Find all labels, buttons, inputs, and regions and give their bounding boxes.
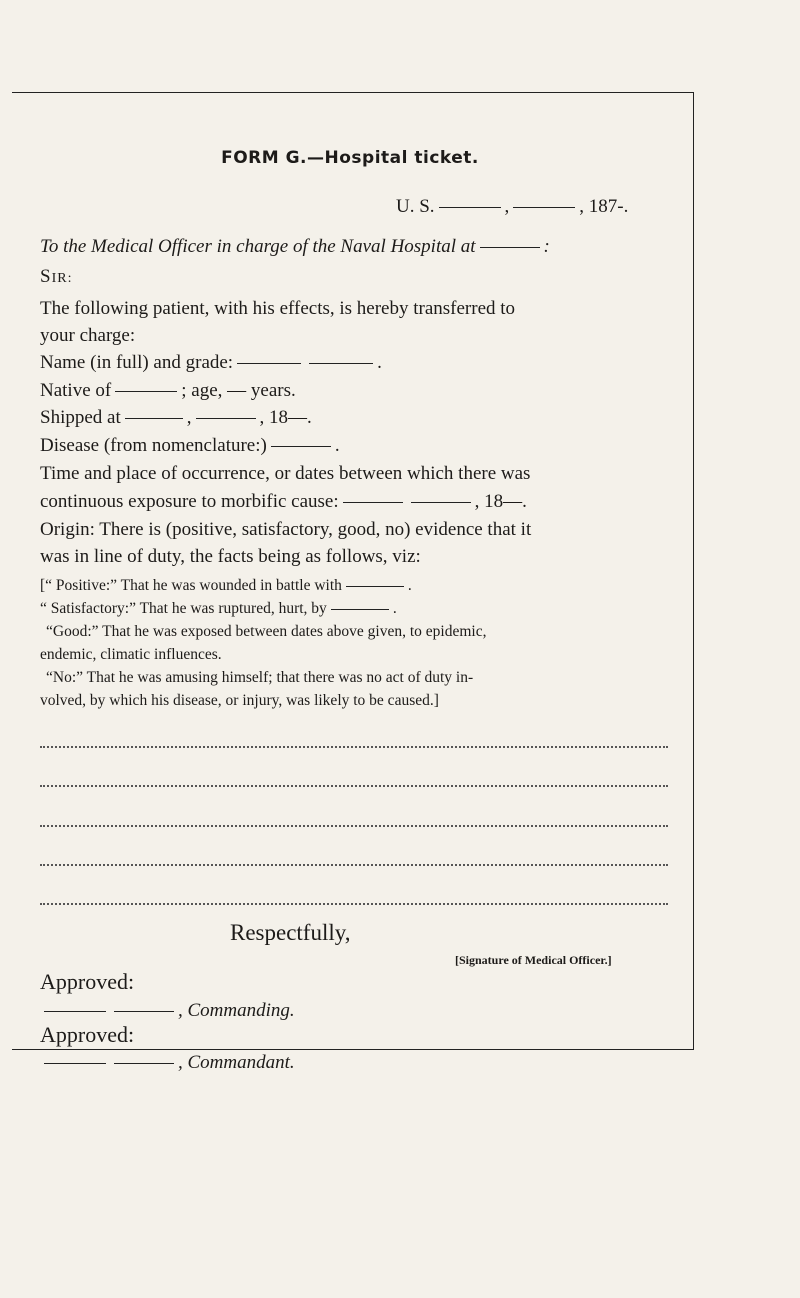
commanding-text: , Commanding. xyxy=(178,1000,295,1021)
hospital-blank xyxy=(480,247,540,248)
location-blank xyxy=(439,207,501,208)
approved-label-2: Approved: xyxy=(40,1022,135,1047)
time-label: continuous exposure to morbific cause: xyxy=(40,491,339,512)
intro-line-1: The following patient, with his effects, is hereby transferred to xyxy=(40,298,516,319)
intro-line-2: your charge: xyxy=(40,325,136,346)
age-text: ; age, — years. xyxy=(181,380,296,401)
dotted-line-1 xyxy=(40,746,668,748)
time-line-1: Time and place of occurrence, or dates between which there was xyxy=(40,463,531,484)
addressee-line xyxy=(40,236,550,258)
date-blank xyxy=(513,207,575,208)
positive-line xyxy=(40,577,412,595)
satisfactory-text: “ Satisfactory:” That he was ruptured, hurt, by xyxy=(40,600,327,617)
form-title: FORM G.—Hospital ticket. xyxy=(221,148,479,168)
native-line xyxy=(40,380,296,402)
disease-label: Disease (from nomenclature:) xyxy=(40,435,267,456)
name-blank-2 xyxy=(309,363,373,364)
dotted-line-5 xyxy=(40,903,668,905)
time-blank-2 xyxy=(411,502,471,503)
shipped-line xyxy=(40,407,312,429)
period: . xyxy=(334,435,340,456)
salutation-rest: IR: xyxy=(51,271,73,286)
period: . xyxy=(407,577,412,594)
shipped-year: , 18—. xyxy=(259,407,312,428)
comma: , xyxy=(186,407,192,428)
shipped-blank-1 xyxy=(125,418,183,419)
dotted-line-2 xyxy=(40,785,668,787)
positive-blank xyxy=(346,586,404,587)
dotted-line-3 xyxy=(40,825,668,827)
commanding-line xyxy=(40,1000,295,1022)
commandant-blank-2 xyxy=(114,1063,174,1064)
commandant-blank-1 xyxy=(44,1063,106,1064)
name-line xyxy=(40,352,382,374)
salutation-initial: S xyxy=(40,266,52,287)
year-label: , 187-. xyxy=(579,196,629,217)
dotted-line-4 xyxy=(40,864,668,866)
salutation xyxy=(40,266,72,288)
disease-line xyxy=(40,435,340,457)
disease-blank xyxy=(271,446,331,447)
colon: : xyxy=(543,236,550,257)
commandant-line xyxy=(40,1052,295,1074)
good-line-1: “Good:” That he was exposed between dates above given, to epidemic, xyxy=(46,623,487,640)
signature-label: [Signature of Medical Officer.] xyxy=(455,953,612,967)
comma: , xyxy=(504,196,510,217)
satisfactory-line xyxy=(40,600,397,618)
shipped-blank-2 xyxy=(196,418,256,419)
approved-label-1: Approved: xyxy=(40,969,135,994)
satisfactory-blank xyxy=(331,609,389,610)
name-label: Name (in full) and grade: xyxy=(40,352,234,373)
time-year: , 18—. xyxy=(474,491,527,512)
time-line-2 xyxy=(40,491,527,513)
no-line-2: volved, by which his disease, or injury, was likely to be caused.] xyxy=(40,692,439,709)
origin-line-1: Origin: There is (positive, satisfactory, good, no) evidence that it xyxy=(40,519,532,540)
location-date-line xyxy=(396,196,628,218)
shipped-label: Shipped at xyxy=(40,407,121,428)
us-label: U. S. xyxy=(396,196,435,217)
time-blank-1 xyxy=(343,502,403,503)
addressee-text: To the Medical Officer in charge of the Naval Hospital at xyxy=(40,236,476,257)
native-label: Native of xyxy=(40,380,112,401)
no-line-1: “No:” That he was amusing himself; that there was no act of duty in- xyxy=(46,669,474,686)
closing: Respectfully, xyxy=(230,920,351,945)
name-blank-1 xyxy=(237,363,301,364)
commanding-blank-2 xyxy=(114,1011,174,1012)
period: . xyxy=(392,600,397,617)
commandant-text: , Commandant. xyxy=(178,1052,295,1073)
commanding-blank-1 xyxy=(44,1011,106,1012)
positive-text: [“ Positive:” That he was wounded in battle with xyxy=(40,577,342,594)
period: . xyxy=(377,352,382,373)
origin-line-2: was in line of duty, the facts being as follows, viz: xyxy=(40,546,421,567)
good-line-2: endemic, climatic influences. xyxy=(40,646,222,663)
native-blank xyxy=(115,391,177,392)
